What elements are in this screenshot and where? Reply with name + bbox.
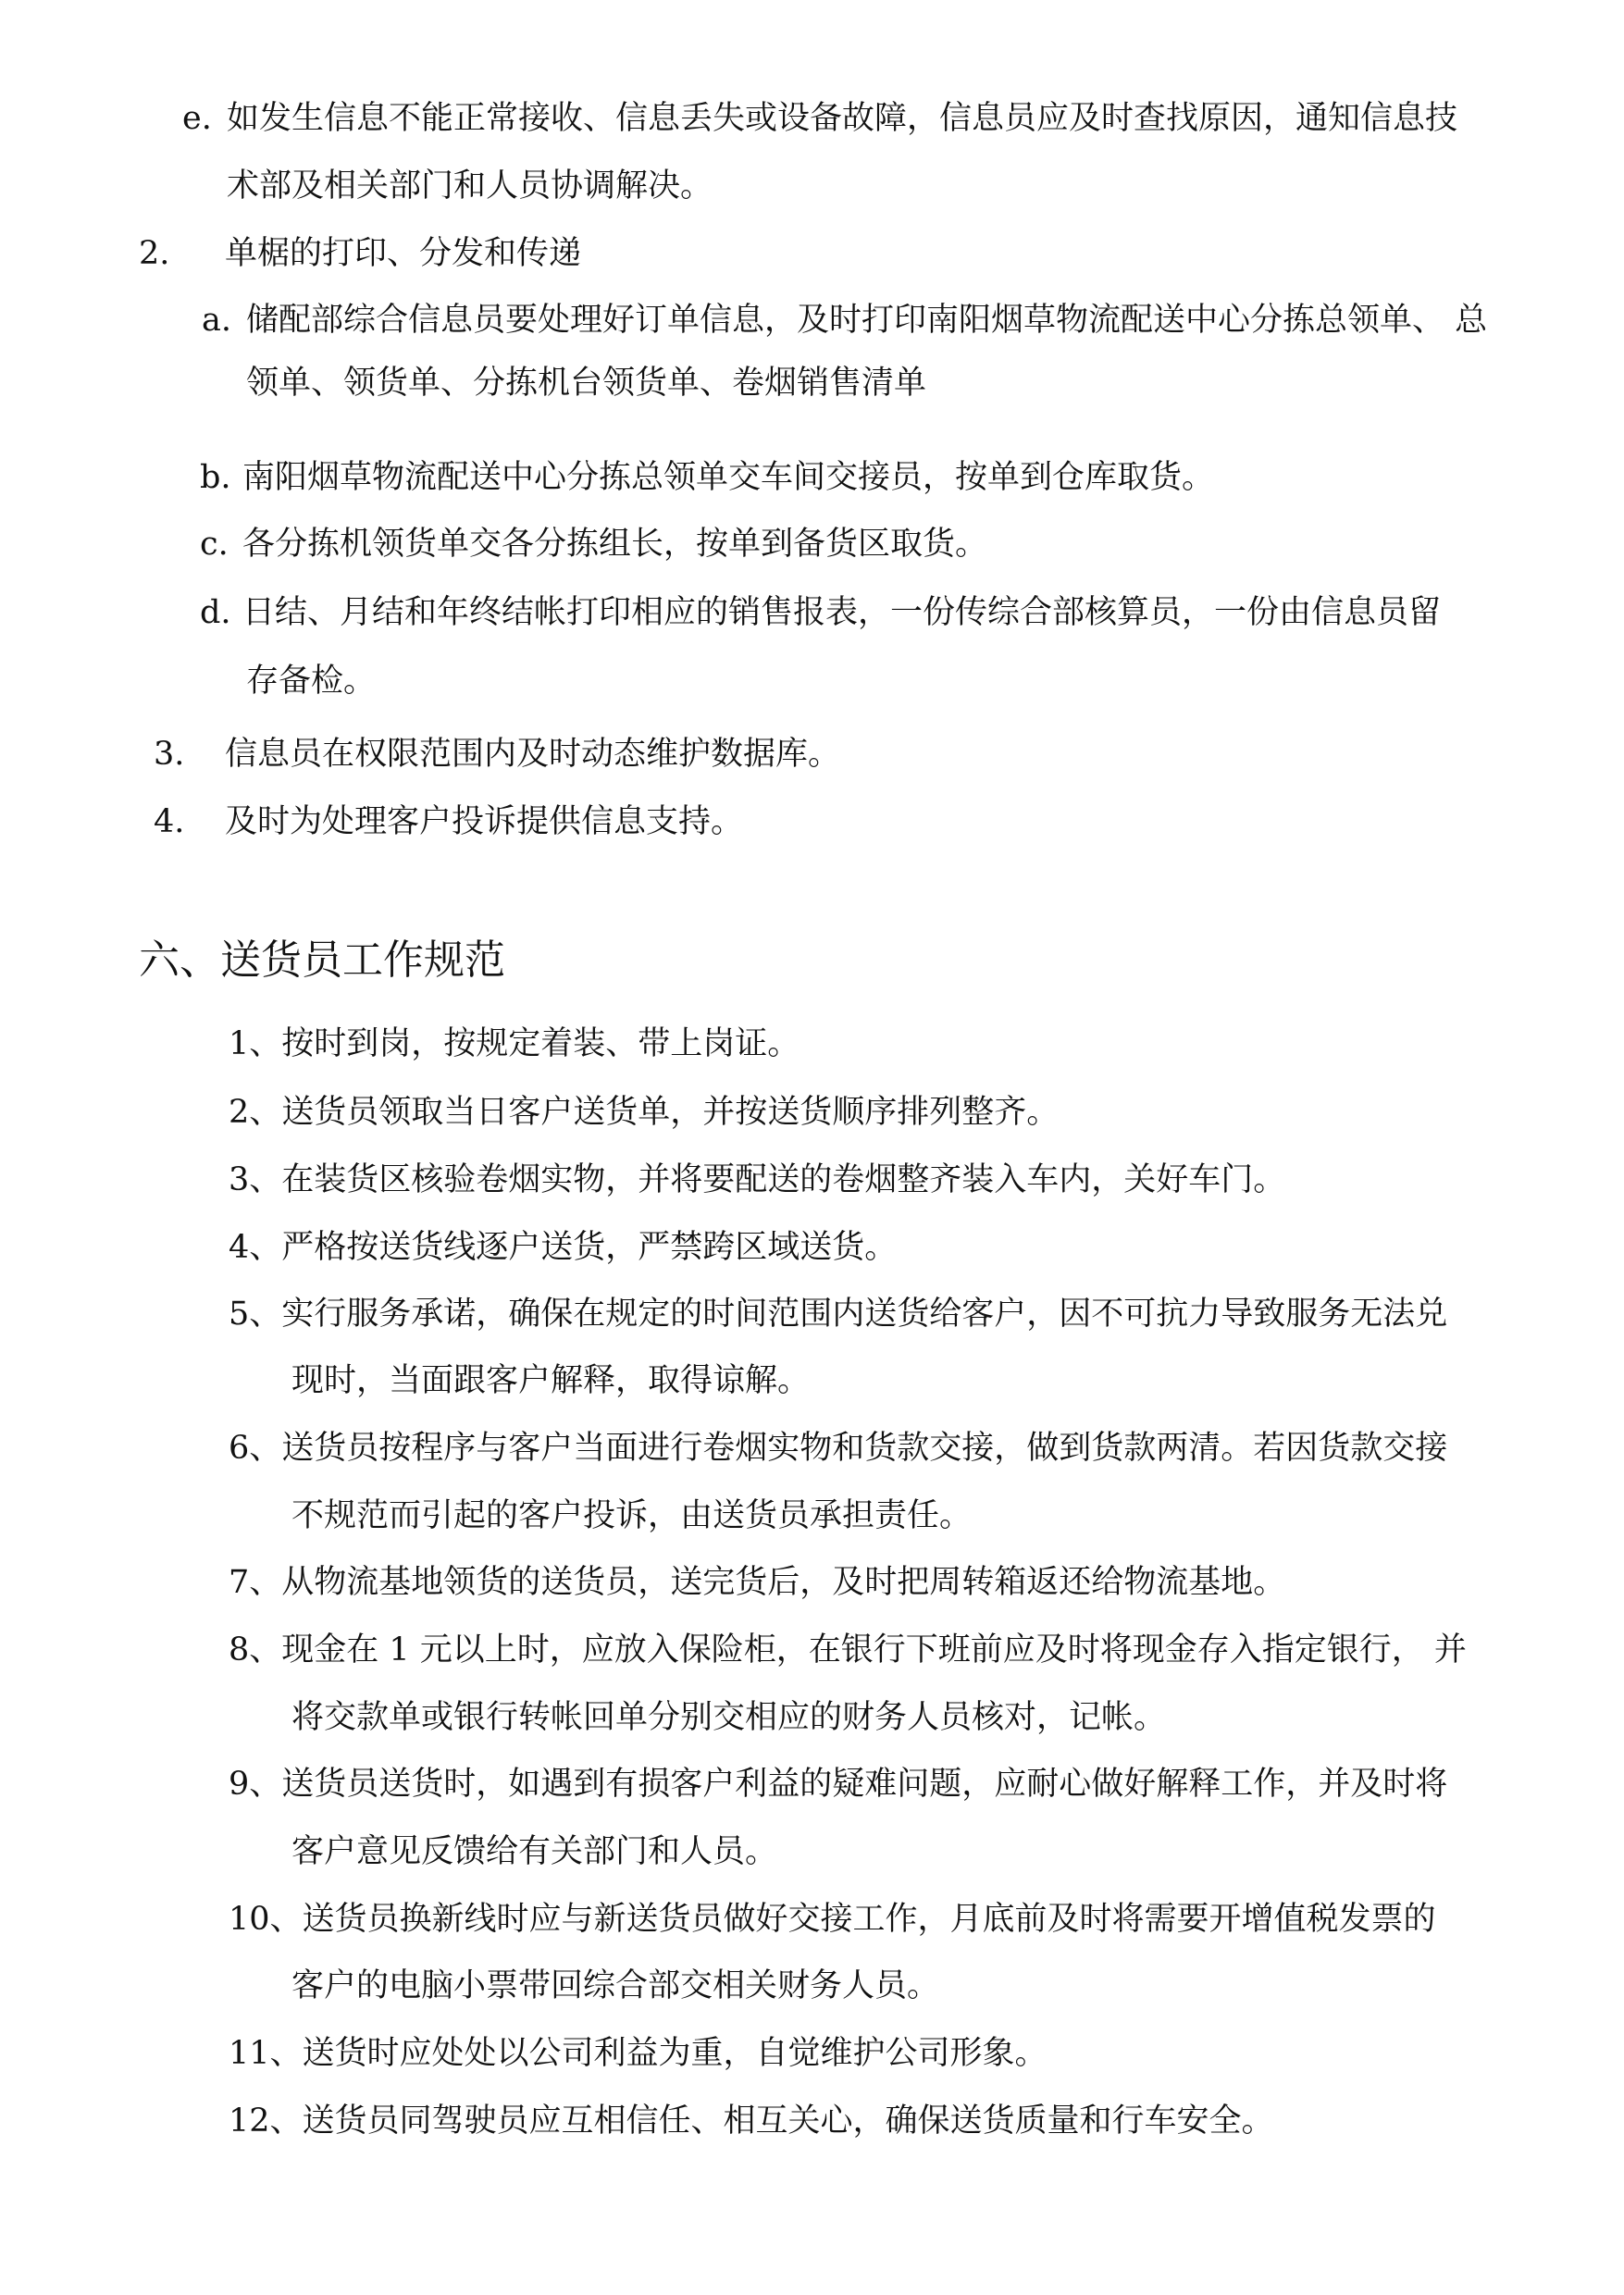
rule-9-line2: 客户意见反馈给有关部门和人员。 [291, 1833, 778, 1870]
item-a-text-line2: 领单、领货单、分拣机台领货单、卷烟销售清单 [246, 365, 927, 402]
item-b-text: 南阳烟草物流配送中心分拣总领单交车间交接员，按单到仓库取货。 [242, 459, 1215, 496]
item-3-text: 信息员在权限范围内及时动态维护数据库。 [225, 736, 841, 773]
item-e-marker: e. [182, 100, 212, 137]
item-4-text: 及时为处理客户投诉提供信息支持。 [225, 803, 744, 840]
rule-4: 4、严格按送货线逐户送货，严禁跨区域送货。 [229, 1229, 898, 1266]
item-e-text-line2: 术部及相关部门和人员协调解决。 [227, 167, 713, 205]
rule-6-line1: 6、送货员按程序与客户当面进行卷烟实物和货款交接，做到货款两清。若因货款交接 [229, 1430, 1448, 1467]
rule-10-line2: 客户的电脑小票带回综合部交相关财务人员。 [291, 1967, 940, 2004]
item-a-text-line1: 储配部综合信息员要处理好订单信息，及时打印南阳烟草物流配送中心分拣总领单、 总 [246, 302, 1488, 339]
item-c-marker: c. [200, 526, 229, 563]
item-3-number: 3. [154, 736, 185, 773]
rule-12: 12、送货员同驾驶员应互相信任、相互关心，确保送货质量和行车安全。 [229, 2103, 1274, 2140]
rule-8-line1: 8、现金在 1 元以上时，应放入保险柜，在银行下班前应及时将现金存入指定银行， 并 [229, 1631, 1467, 1669]
rule-11: 11、送货时应处处以公司利益为重，自觉维护公司形象。 [229, 2035, 1048, 2072]
item-4-number: 4. [154, 803, 185, 840]
item-2-title: 单椐的打印、分发和传递 [225, 235, 582, 272]
rule-6-line2: 不规范而引起的客户投诉，由送货员承担责任。 [291, 1497, 973, 1534]
item-a-marker: a. [202, 302, 231, 339]
rule-5-line1: 5、实行服务承诺，确保在规定的时间范围内送货给客户，因不可抗力导致服务无法兑 [229, 1296, 1448, 1333]
item-c-text: 各分拣机领货单交各分拣组长，按单到备货区取货。 [242, 526, 988, 563]
item-2-number: 2. [139, 235, 170, 272]
rule-5-line2: 现时，当面跟客户解释，取得谅解。 [291, 1362, 811, 1399]
item-b-marker: b. [200, 459, 231, 496]
item-d-text-line1: 日结、月结和年终结帐打印相应的销售报表，一份传综合部核算员，一份由信息员留 [242, 594, 1442, 631]
rule-1: 1、按时到岗，按规定着装、带上岗证。 [229, 1025, 800, 1062]
item-d-marker: d. [200, 594, 231, 631]
rule-3: 3、在装货区核验卷烟实物，并将要配送的卷烟整齐装入车内，关好车门。 [229, 1161, 1286, 1198]
rule-8-line2: 将交款单或银行转帐回单分别交相应的财务人员核对，记帐。 [291, 1699, 1167, 1736]
item-e-text-line1: 如发生信息不能正常接收、信息丢失或设备故障，信息员应及时查找原因，通知信息技 [227, 100, 1458, 137]
section-6-heading: 六、送货员工作规范 [139, 937, 505, 984]
item-d-text-line2: 存备检。 [246, 663, 377, 700]
rule-10-line1: 10、送货员换新线时应与新送货员做好交接工作，月底前及时将需要开增值税发票的 [229, 1901, 1436, 1938]
rule-9-line1: 9、送货员送货时，如遇到有损客户利益的疑难问题，应耐心做好解释工作，并及时将 [229, 1766, 1448, 1803]
rule-7: 7、从物流基地领货的送货员，送完货后，及时把周转箱返还给物流基地。 [229, 1564, 1286, 1601]
rule-2: 2、送货员领取当日客户送货单，并按送货顺序排列整齐。 [229, 1094, 1060, 1131]
